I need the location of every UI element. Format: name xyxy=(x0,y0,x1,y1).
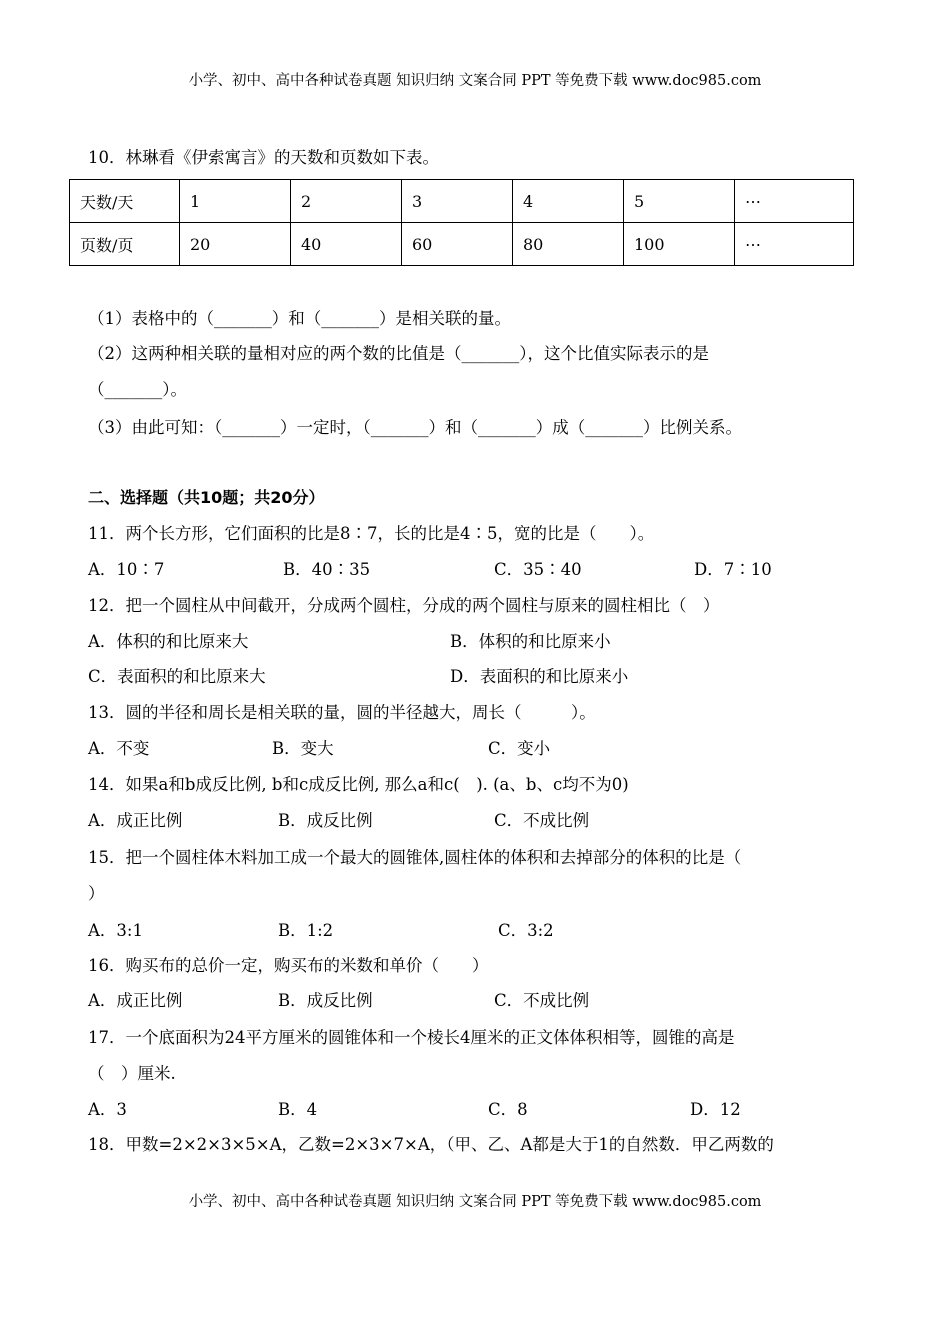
q15-option-a: A．3:1 xyxy=(88,921,143,940)
table-cell: 100 xyxy=(624,223,735,266)
table-row xyxy=(70,180,854,223)
q17-option-b: B．4 xyxy=(278,1100,318,1119)
q12-option-b: B．体积的和比原来小 xyxy=(450,632,611,651)
section-title: 二、选择题（共10题；共20分） xyxy=(88,488,325,507)
q18-stem: 18．甲数=2×2×3×5×A，乙数=2×3×7×A，（甲、乙、A都是大于1的自然数．甲乙两数的 xyxy=(88,1135,774,1154)
q17-option-a: A．3 xyxy=(88,1100,127,1119)
q11-option-b: B．40∶35 xyxy=(283,560,371,579)
q10-sub2b: （_______）。 xyxy=(88,380,187,399)
q15-stem: 15．把一个圆柱体木料加工成一个最大的圆锥体,圆柱体的体积和去掉部分的体积的比是（ xyxy=(88,848,742,867)
q16-option-a: A．成正比例 xyxy=(88,991,183,1010)
table-cell: 3 xyxy=(402,180,513,223)
q13-option-a: A．不变 xyxy=(88,739,150,758)
q11-option-c: C．35∶40 xyxy=(494,560,582,579)
q17-option-c: C．8 xyxy=(488,1100,528,1119)
q17-option-d: D．12 xyxy=(690,1100,741,1119)
table-cell: 20 xyxy=(180,223,291,266)
table-cell: ⋯ xyxy=(735,223,854,266)
q16-option-c: C．不成比例 xyxy=(494,991,590,1010)
q15-stem-cont: ） xyxy=(88,884,105,903)
table-cell: 5 xyxy=(624,180,735,223)
q12-stem: 12．把一个圆柱从中间截开，分成两个圆柱，分成的两个圆柱与原来的圆柱相比（ ） xyxy=(88,596,720,615)
q10-stem: 10．林琳看《伊索寓言》的天数和页数如下表。 xyxy=(88,148,439,167)
q10-sub2a: （2）这两种相关联的量相对应的两个数的比值是（_______），这个比值实际表示的是 xyxy=(88,344,709,363)
q16-stem: 16．购买布的总价一定，购买布的米数和单价（ ） xyxy=(88,956,489,975)
table-cell: 4 xyxy=(513,180,624,223)
q12-option-c: C．表面积的和比原来大 xyxy=(88,667,266,686)
days-pages-table xyxy=(69,179,854,266)
q17-stem-cont: （ ）厘米. xyxy=(88,1064,176,1083)
q14-option-a: A．成正比例 xyxy=(88,811,183,830)
table-cell: 天数/天 xyxy=(70,180,180,223)
table-cell: 页数/页 xyxy=(70,223,180,266)
q10-sub1: （1）表格中的（_______）和（_______）是相关联的量。 xyxy=(88,309,511,328)
q14-option-b: B．成反比例 xyxy=(278,811,373,830)
q12-option-d: D．表面积的和比原来小 xyxy=(450,667,629,686)
table-cell: 60 xyxy=(402,223,513,266)
q14-stem: 14．如果a和b成反比例, b和c成反比例, 那么a和c( ). (a、b、c均不为0) xyxy=(88,775,629,794)
table-cell: ⋯ xyxy=(735,180,854,223)
page-header: 小学、初中、高中各种试卷真题 知识归纳 文案合同 PPT 等免费下载 www.doc985.com xyxy=(188,73,762,89)
q16-option-b: B．成反比例 xyxy=(278,991,373,1010)
table-cell: 2 xyxy=(291,180,402,223)
q10-sub3: （3）由此可知：（_______）一定时，（_______）和（_______）成（_______）比例关系。 xyxy=(88,418,742,437)
page-footer: 小学、初中、高中各种试卷真题 知识归纳 文案合同 PPT 等免费下载 www.doc985.com xyxy=(188,1194,762,1210)
q13-option-b: B．变大 xyxy=(272,739,334,758)
q11-stem: 11．两个长方形，它们面积的比是8∶7，长的比是4∶5，宽的比是（ ）。 xyxy=(88,524,655,543)
q12-option-a: A．体积的和比原来大 xyxy=(88,632,249,651)
table-cell: 40 xyxy=(291,223,402,266)
q15-option-c: C．3:2 xyxy=(498,921,554,940)
q17-stem: 17．一个底面积为24平方厘米的圆锥体和一个棱长4厘米的正文体体积相等，圆锥的高是 xyxy=(88,1028,735,1047)
table-row xyxy=(70,223,854,266)
table-cell: 80 xyxy=(513,223,624,266)
q11-option-a: A．10∶7 xyxy=(88,560,165,579)
q15-option-b: B．1:2 xyxy=(278,921,334,940)
table-cell: 1 xyxy=(180,180,291,223)
q11-option-d: D．7∶10 xyxy=(694,560,772,579)
q14-option-c: C．不成比例 xyxy=(494,811,590,830)
q13-stem: 13．圆的半径和周长是相关联的量，圆的半径越大，周长（ ）。 xyxy=(88,703,596,722)
q13-option-c: C．变小 xyxy=(488,739,551,758)
